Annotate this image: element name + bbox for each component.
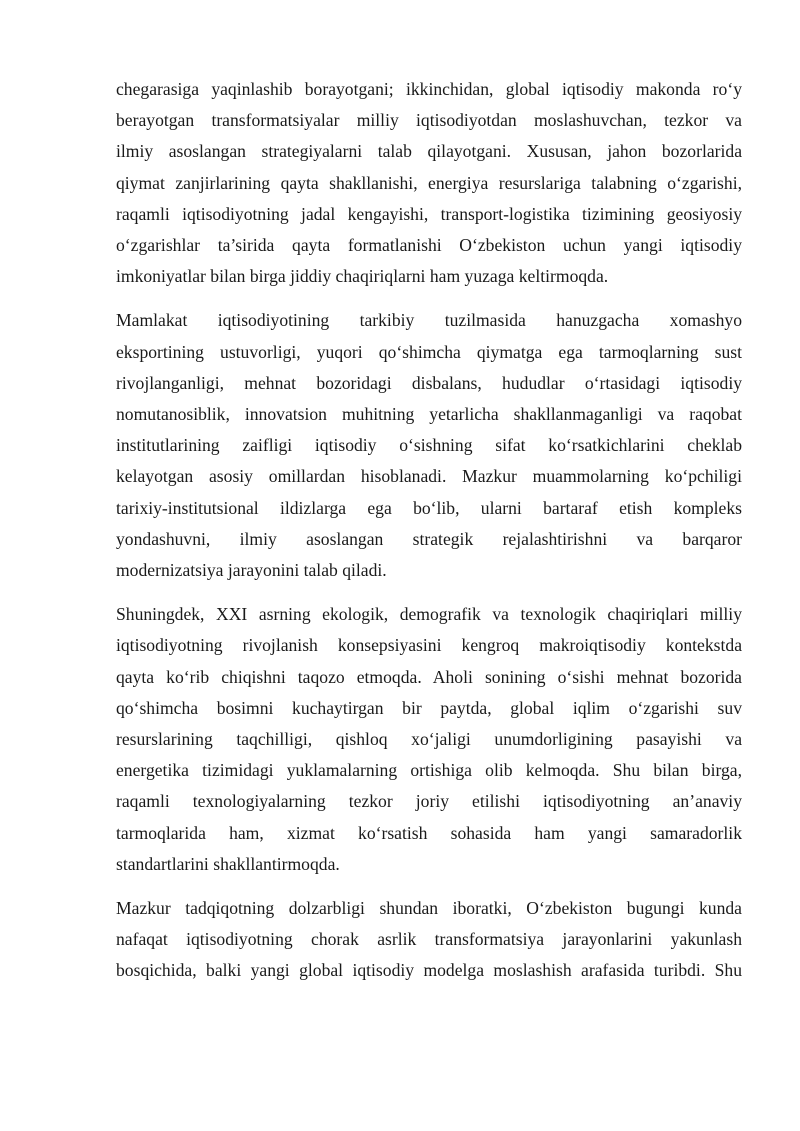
- paragraph-3: [116, 599, 742, 880]
- text-line: ilmiy asoslangan strategiyalarni talab qilayotgani. Xususan, jahon bozorlarida: [116, 141, 742, 162]
- text-line: rivojlanganligi, mehnat bozoridagi disbalans, hududlar o‘rtasidagi iqtisodiy: [116, 372, 742, 393]
- text-line: Mazkur tadqiqotning dolzarbligi shundan iboratki, O‘zbekiston bugungi kunda: [116, 898, 742, 919]
- document-body: [116, 74, 742, 1000]
- text-line: o‘zgarishlar ta’sirida qayta formatlanishi O‘zbekiston uchun yangi iqtisodiy: [116, 235, 742, 256]
- text-line: nomutanosiblik, innovatsion muhitning yetarlicha shakllanmaganligi va raqobat: [116, 404, 742, 425]
- text-line: bosqichida, balki yangi global iqtisodiy modelga moslashish arafasida turibdi. Shu: [116, 960, 742, 981]
- text-line: chegarasiga yaqinlashib borayotgani; ikkinchidan, global iqtisodiy makonda ro‘y: [116, 79, 742, 99]
- text-line: tarixiy-institutsional ildizlarga ega bo‘lib, ularni bartaraf etish kompleks: [116, 497, 742, 518]
- paragraph-4: [116, 893, 742, 987]
- text-line: nafaqat iqtisodiyotning chorak asrlik transformatsiya jarayonlarini yakunlash: [116, 929, 742, 950]
- text-line: modernizatsiya jarayonini talab qiladi.: [116, 560, 387, 581]
- paragraph-2: [116, 305, 742, 586]
- text-line: raqamli texnologiyalarning tezkor joriy etilishi iqtisodiyotning an’anaviy: [116, 791, 742, 812]
- text-line: tarmoqlarida ham, xizmat ko‘rsatish sohasida ham yangi samaradorlik: [116, 822, 742, 843]
- text-line: Mamlakat iqtisodiyotining tarkibiy tuzilmasida hanuzgacha xomashyo: [116, 310, 742, 331]
- text-line: energetika tizimidagi yuklamalarning ortishiga olib kelmoqda. Shu bilan birga,: [116, 760, 742, 781]
- text-line: eksportining ustuvorligi, yuqori qo‘shimcha qiymatga ega tarmoqlarning sust: [116, 341, 742, 362]
- text-line: kelayotgan asosiy omillardan hisoblanadi. Mazkur muammolarning ko‘pchiligi: [116, 466, 742, 487]
- text-line: qiymat zanjirlarining qayta shakllanishi, energiya resurslariga talabning o‘zgarishi,: [116, 172, 742, 193]
- text-line: qayta ko‘rib chiqishni taqozo etmoqda. Aholi sonining o‘sishi mehnat bozorida: [116, 666, 742, 687]
- text-line: resurslarining taqchilligi, qishloq xo‘jaligi unumdorligining pasayishi va: [116, 729, 742, 750]
- text-line: standartlarini shakllantirmoqda.: [116, 853, 340, 874]
- text-line: qo‘shimcha bosimni kuchaytirgan bir paytda, global iqlim o‘zgarishi suv: [116, 697, 742, 718]
- text-line: yondashuvni, ilmiy asoslangan strategik rejalashtirishni va barqaror: [116, 528, 742, 549]
- text-line: iqtisodiyotning rivojlanish konsepsiyasini kengroq makroiqtisodiy kontekstda: [116, 635, 742, 656]
- paragraph-1: [116, 74, 742, 292]
- text-line: berayotgan transformatsiyalar milliy iqtisodiyotdan moslashuvchan, tezkor va: [116, 110, 742, 131]
- text-line: Shuningdek, XXI asrning ekologik, demografik va texnologik chaqiriqlari milliy: [116, 604, 742, 625]
- text-line: raqamli iqtisodiyotning jadal kengayishi, transport-logistika tizimining geosiyosiy: [116, 203, 742, 224]
- text-line: institutlarining zaifligi iqtisodiy o‘sishning sifat ko‘rsatkichlarini cheklab: [116, 435, 742, 456]
- text-line: imkoniyatlar bilan birga jiddiy chaqiriqlarni ham yuzaga keltirmoqda.: [116, 266, 609, 287]
